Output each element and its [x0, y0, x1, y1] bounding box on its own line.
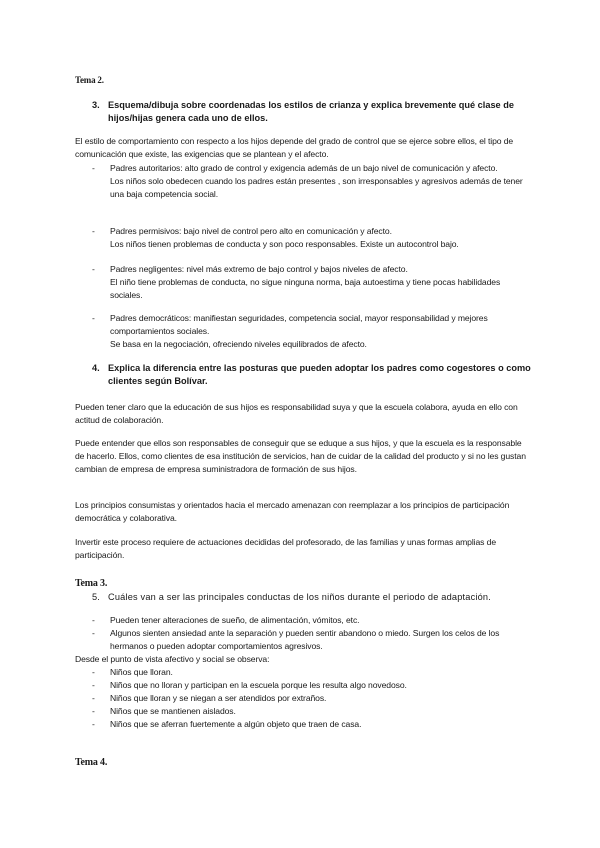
q5-observation-1: [92, 666, 532, 679]
question-5-number: 5.: [92, 592, 101, 602]
bullet-dash: -: [92, 226, 95, 236]
style-item-permissive: [92, 225, 532, 251]
style-item-line1: Padres autoritarios: alto grado de control y exigencia además de un bajo nivel de comunicación y afecto.: [110, 163, 498, 173]
tema-2-heading: Tema 2.: [75, 75, 104, 85]
q5-observation-3: [92, 692, 532, 705]
style-item-authoritarian: [92, 162, 532, 200]
q4-paragraph-2: Puede entender que ellos son responsables de conseguir que se eduque a sus hijos, y que la escuela es la responsable de hacerlo. Ellos, como clientes de esa institución de servicios, han de cuidar de la calidad del producto y si no les gustan cambian de empresa de empresa suministradora de formación de sus hijos.: [75, 438, 526, 474]
q4-paragraph-1: Pueden tener claro que la educación de sus hijos es responsabilidad suya y que la escuela colabora, ayuda en ello con actitud de colaboración.: [75, 402, 518, 425]
q5-observation-text: Niños que se aferran fuertemente a algún objeto que traen de casa.: [110, 719, 362, 729]
question-5: [92, 591, 532, 604]
q5-observation-text: Niños que lloran y se niegan a ser atendidos por extraños.: [110, 693, 327, 703]
style-item-line2: El niño tiene problemas de conducta, no sigue ninguna norma, baja autoestima y tiene pocas habilidades sociales.: [110, 276, 501, 300]
style-item-line2: Se basa en la negociación, ofreciendo niveles equilibrados de afecto.: [110, 338, 367, 349]
bullet-dash: -: [92, 313, 95, 323]
question-3-number: 3.: [92, 100, 100, 110]
question-3-text: Esquema/dibuja sobre coordenadas los estilos de crianza y explica brevemente qué clase de hijos/hijas genera cada uno de ellos.: [108, 100, 514, 123]
q5-item-1: [92, 614, 532, 627]
question-4-number: 4.: [92, 363, 100, 373]
bullet-dash: -: [92, 667, 95, 677]
style-item-line2: Los niños tienen problemas de conducta y son poco responsables. Existe un autocontrol bajo.: [110, 238, 459, 249]
bullet-dash: -: [92, 628, 95, 638]
q5-observation-5: [92, 718, 532, 731]
q5-item-text: Pueden tener alteraciones de sueño, de alimentación, vómitos, etc.: [110, 615, 360, 625]
bullet-dash: -: [92, 163, 95, 173]
style-item-line1: Padres democráticos: manifiestan seguridades, competencia social, mayor responsabilidad y mejores comportamientos sociales.: [110, 313, 488, 336]
question-3: [92, 99, 532, 125]
q5-item-text: Algunos sienten ansiedad ante la separación y pueden sentir abandono o miedo. Surgen los celos de los hermanos o pueden adoptar comportamientos agresivos.: [110, 628, 500, 651]
tema-4-heading: Tema 4.: [75, 757, 108, 768]
style-item-democratic: [92, 312, 532, 350]
q5-observation-text: Niños que lloran.: [110, 667, 173, 677]
bullet-dash: -: [92, 693, 95, 703]
q5-item-2: [92, 627, 532, 653]
intro-paragraph: El estilo de comportamiento con respecto a los hijos depende del grado de control que se ejerce sobre ellos, el tipo de comunicación que existe, las exigencias que se plantean y el afecto.: [75, 136, 514, 159]
style-item-line2: Los niños solo obedecen cuando los padres están presentes , son irresponsables y agresivos además de tener una baja competencia social.: [110, 175, 523, 199]
q5-subheading: Desde el punto de vista afectivo y social se observa:: [75, 654, 270, 664]
bullet-dash: -: [92, 719, 95, 729]
question-4: [92, 362, 532, 388]
q4-paragraph-3: Los principios consumistas y orientados hacia el mercado amenazan con reemplazar a los principios de participación democrática y colaborativa.: [75, 500, 510, 523]
q5-observation-text: Niños que se mantienen aislados.: [110, 706, 236, 716]
q5-observation-2: [92, 679, 532, 692]
style-item-negligent: [92, 263, 532, 301]
q5-observation-text: Niños que no lloran y participan en la escuela porque les resulta algo novedoso.: [110, 680, 407, 690]
q5-observation-4: [92, 705, 532, 718]
bullet-dash: -: [92, 680, 95, 690]
q4-paragraph-4: Invertir este proceso requiere de actuaciones decididas del profesorado, de las familias y unas formas amplias de participación.: [75, 537, 497, 560]
style-item-line1: Padres permisivos: bajo nivel de control pero alto en comunicación y afecto.: [110, 226, 392, 236]
bullet-dash: -: [92, 264, 95, 274]
question-5-text: Cuáles van a ser las principales conductas de los niños durante el periodo de adaptación.: [108, 592, 491, 602]
style-item-line1: Padres negligentes: nivel más extremo de bajo control y bajos niveles de afecto.: [110, 264, 408, 274]
question-4-text: Explica la diferencia entre las posturas que pueden adoptar los padres como cogestores o como clientes según Bolívar.: [108, 363, 531, 386]
bullet-dash: -: [92, 706, 95, 716]
bullet-dash: -: [92, 615, 95, 625]
tema-3-heading: Tema 3.: [75, 578, 108, 589]
